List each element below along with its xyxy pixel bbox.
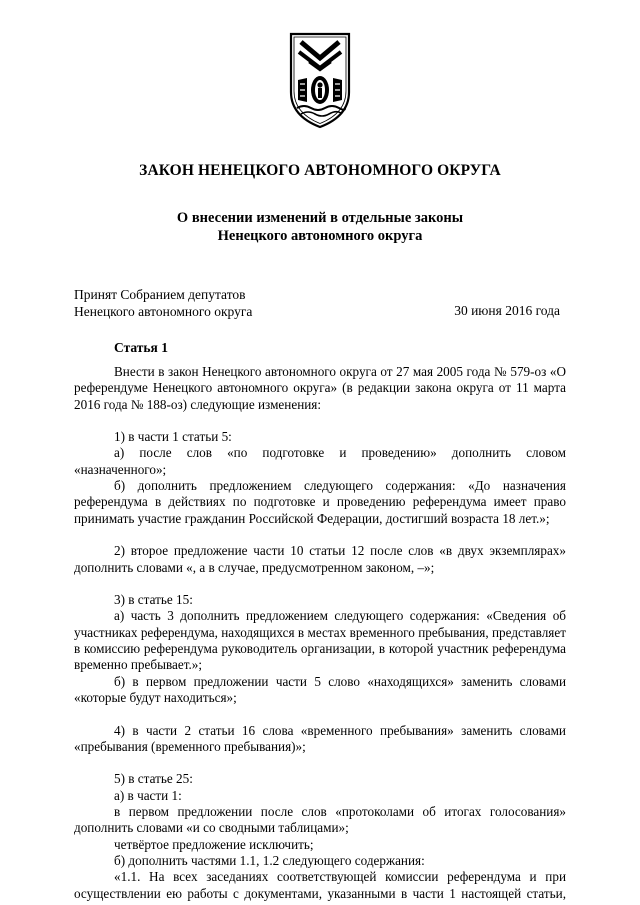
paragraph-intro: Внести в закон Ненецкого автономного округа от 27 мая 2005 года № 579-оз «О референдуме Ненецкого автономного округа» (в редакции закона округа от 11 марта 2016 года № 188-оз) следующие изменения: xyxy=(74,364,566,412)
paragraph-item-5: 5) в статье 25: xyxy=(114,771,193,787)
paragraph-item-1b: б) дополнить предложением следующего содержания: «До назначения референдума в действиях по подготовке и проведению референдума имеет право принимать участие гражданин Российской Федерации, достигший возраста 18 лет.»; xyxy=(74,478,566,526)
paragraph-item-3: 3) в статье 15: xyxy=(114,592,193,608)
article-heading: Статья 1 xyxy=(114,340,168,355)
adoption-line-1: Принят Собранием депутатов xyxy=(74,287,246,302)
law-subtitle-line-2: Ненецкого автономного округа xyxy=(217,228,423,244)
adoption-line-2: Ненецкого автономного округа xyxy=(74,304,253,319)
paragraph-item-2: 2) второе предложение части 10 статьи 12 после слов «в двух экземплярах» дополнить словами «, а в случае, предусмотренном законом, –»; xyxy=(74,543,566,575)
paragraph-item-5b: б) дополнить частями 1.1, 1.2 следующего содержания: xyxy=(114,852,425,868)
paragraph-item-4: 4) в части 2 статьи 16 слова «временного пребывания» заменить словами «пребывания (временного пребывания)»; xyxy=(74,722,566,754)
coat-of-arms-emblem xyxy=(287,30,353,130)
paragraph-item-3b: б) в первом предложении части 5 слово «находящихся» заменить словами «которые будут находиться»; xyxy=(74,673,566,705)
adoption-date: 30 июня 2016 года xyxy=(454,303,560,318)
paragraph-item-3a: а) часть 3 дополнить предложением следующего содержания: «Сведения об участниках референдума, находящихся в местах временного пребывания, представляет в комиссию референдума руководитель организации, в которой участник референдума временно пребывает.»; xyxy=(74,608,566,673)
paragraph-item-1: 1) в части 1 статьи 5: xyxy=(114,429,232,445)
article-body xyxy=(74,364,566,902)
law-subtitle-line-1: О внесении изменений в отдельные законы xyxy=(176,210,464,226)
paragraph-item-5a-first: в первом предложении после слов «протоколами об итогах голосования» дополнить словами «и со сводными таблицами»; xyxy=(74,804,566,836)
adoption-statement xyxy=(74,286,252,320)
paragraph-item-1a: а) после слов «по подготовке и проведению» дополнить словом «назначенного»; xyxy=(74,445,566,477)
paragraph-item-1-1: «1.1. На всех заседаниях соответствующей комиссии референдума и при осуществлении ею работы с документами, указанными в части 1 настоящей статьи, xyxy=(74,869,566,901)
paragraph-item-5a: а) в части 1: xyxy=(114,787,182,803)
paragraph-item-5a-fourth: четвёртое предложение исключить; xyxy=(114,836,314,852)
law-title: ЗАКОН НЕНЕЦКОГО АВТОНОМНОГО ОКРУГА xyxy=(139,162,501,179)
